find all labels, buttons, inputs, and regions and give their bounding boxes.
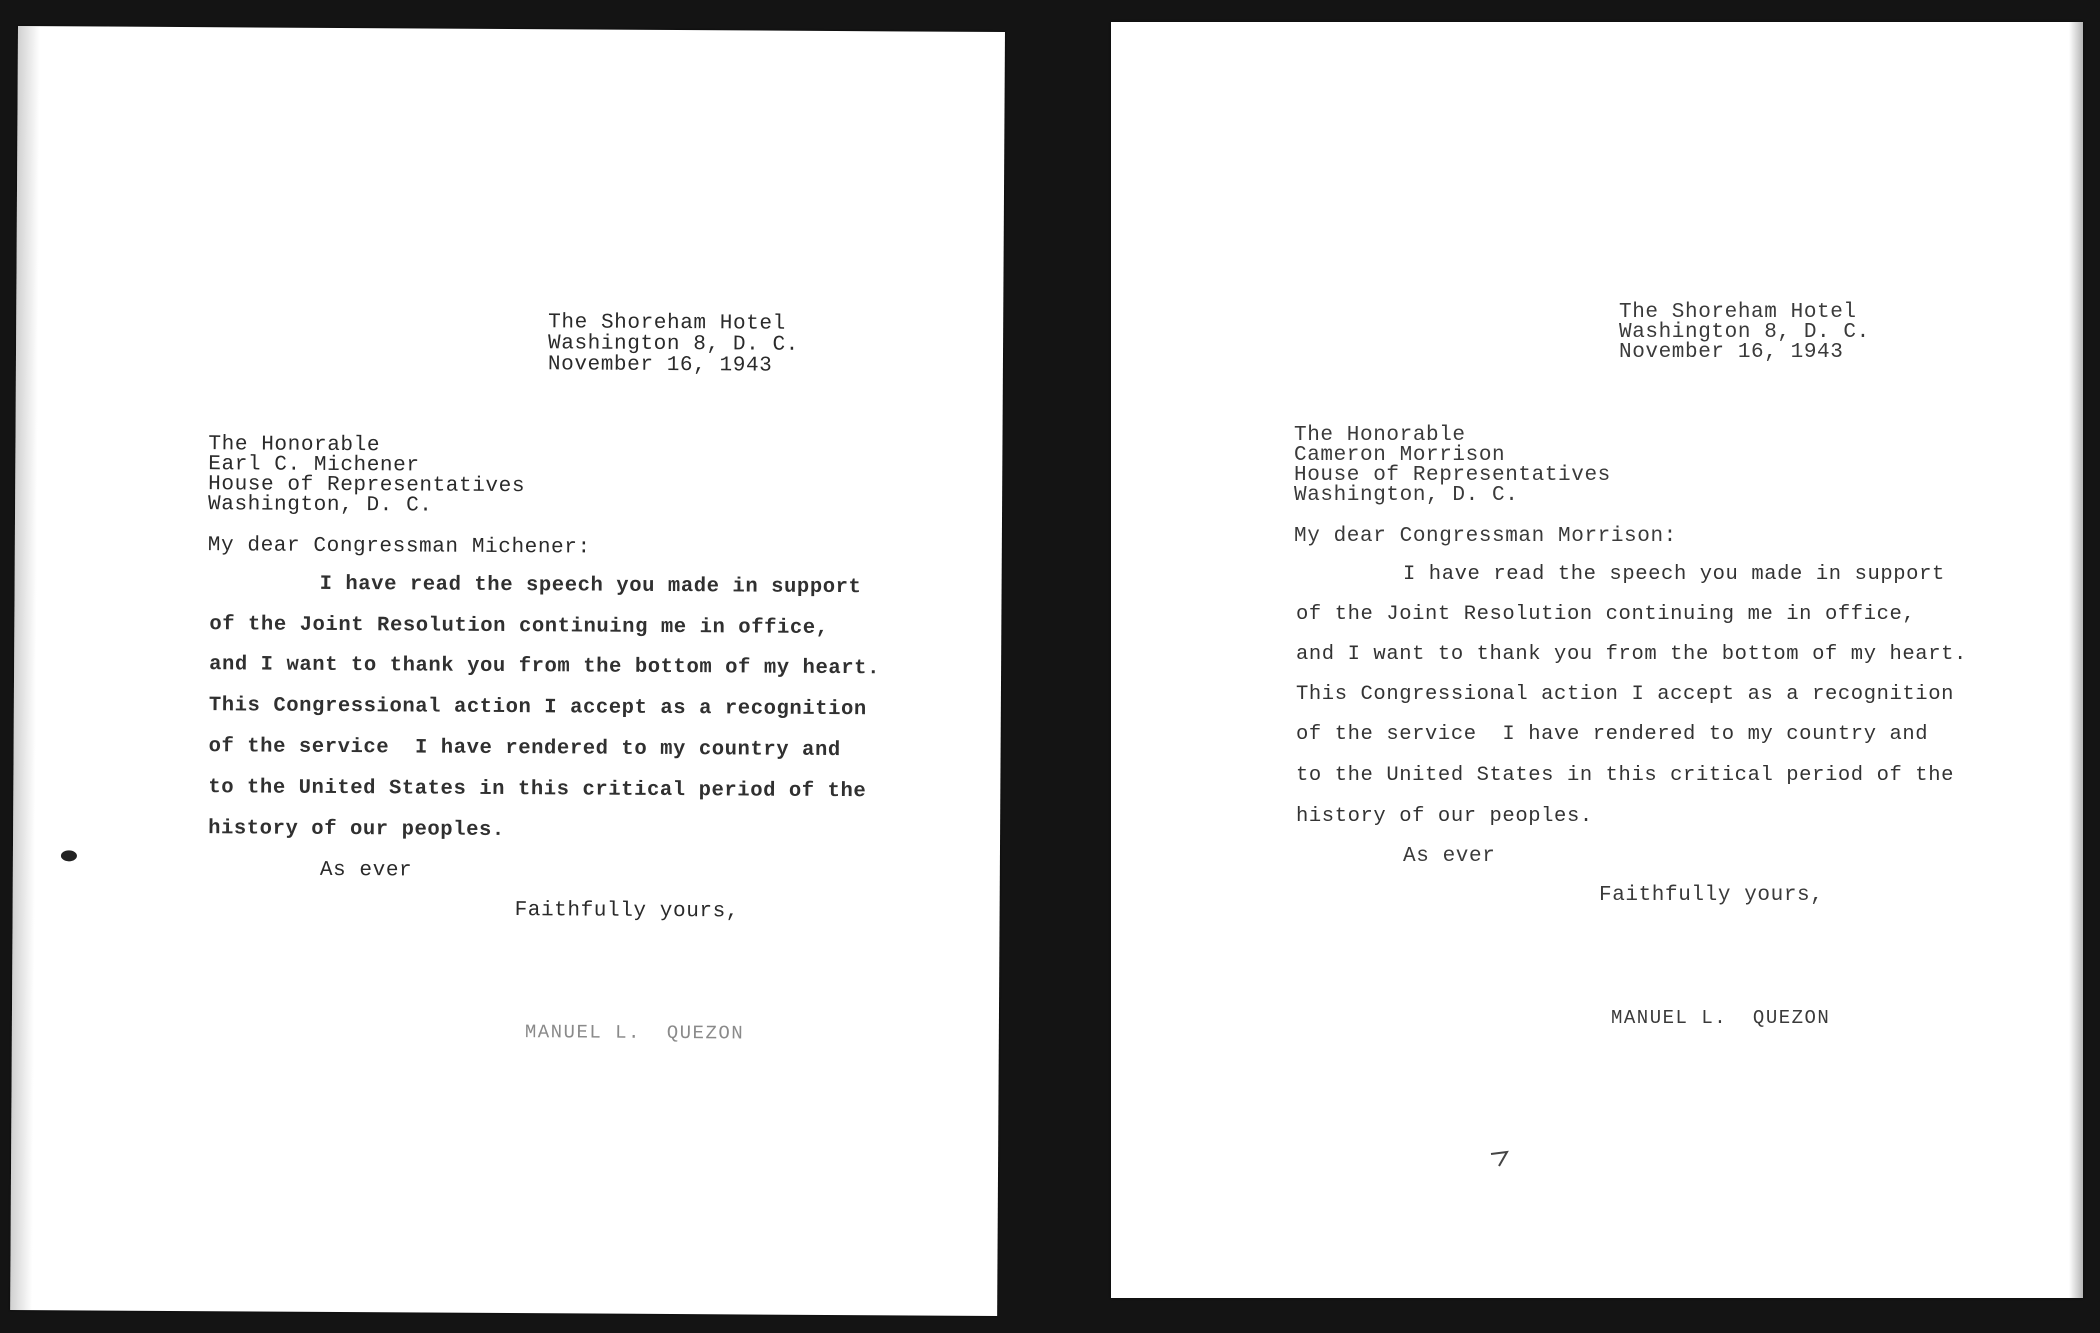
body-line: I have read the speech you made in support (319, 572, 862, 600)
body-line: of the Joint Resolution continuing me in office, (1296, 603, 1916, 626)
body-line: of the service I have rendered to my country and (1296, 723, 1929, 746)
address-line: House of Representatives (208, 473, 526, 499)
letter-date: November 16, 1943 (1619, 341, 1844, 364)
pencil-mark (1489, 1150, 1513, 1170)
complimentary-close: Faithfully yours, (514, 899, 740, 924)
closing-line: As ever (319, 858, 413, 883)
address-line: The Honorable (208, 433, 381, 458)
body-line: to the United States in this critical period of the (208, 776, 867, 804)
body-line: and I want to thank you from the bottom of my heart. (209, 653, 881, 681)
letterhead-line: Washington 8, D. C. (1619, 321, 1870, 344)
body-line: history of our peoples. (208, 817, 505, 842)
body-line: and I want to thank you from the bottom of my heart. (1296, 643, 1967, 666)
address-line: The Honorable (1294, 424, 1466, 447)
letter-page-morrison (1111, 22, 2083, 1298)
letterhead-line: Washington 8, D. C. (547, 332, 799, 357)
closing-line: As ever (1403, 845, 1496, 868)
body-line: of the service I have rendered to my country and (208, 735, 841, 763)
body-line: history of our peoples. (1296, 805, 1593, 828)
body-line: This Congressional action I accept as a recognition (1296, 683, 1955, 706)
letter-date: November 16, 1943 (547, 353, 773, 378)
body-line: to the United States in this critical period of the (1296, 764, 1955, 787)
complimentary-close: Faithfully yours, (1599, 884, 1824, 907)
recipient-name: Earl C. Michener (208, 453, 420, 478)
body-line: I have read the speech you made in support (1403, 563, 1945, 586)
body-line: of the Joint Resolution continuing me in office, (209, 613, 829, 640)
address-line: Washington, D. C. (208, 493, 433, 518)
address-line: Washington, D. C. (1294, 484, 1519, 507)
letterhead-line: The Shoreham Hotel (548, 311, 786, 336)
ink-blot (61, 850, 77, 861)
body-line: This Congressional action I accept as a recognition (208, 694, 867, 722)
address-line: House of Representatives (1294, 464, 1611, 487)
salutation: My dear Congressman Michener: (207, 534, 591, 560)
signature-typed: MANUEL L. QUEZON (524, 1021, 745, 1045)
letterhead-line: The Shoreham Hotel (1619, 301, 1857, 324)
signature-typed: MANUEL L. QUEZON (1611, 1007, 1831, 1029)
letter-page-michener (10, 26, 1005, 1316)
salutation: My dear Congressman Morrison: (1294, 525, 1677, 548)
recipient-name: Cameron Morrison (1294, 444, 1506, 467)
